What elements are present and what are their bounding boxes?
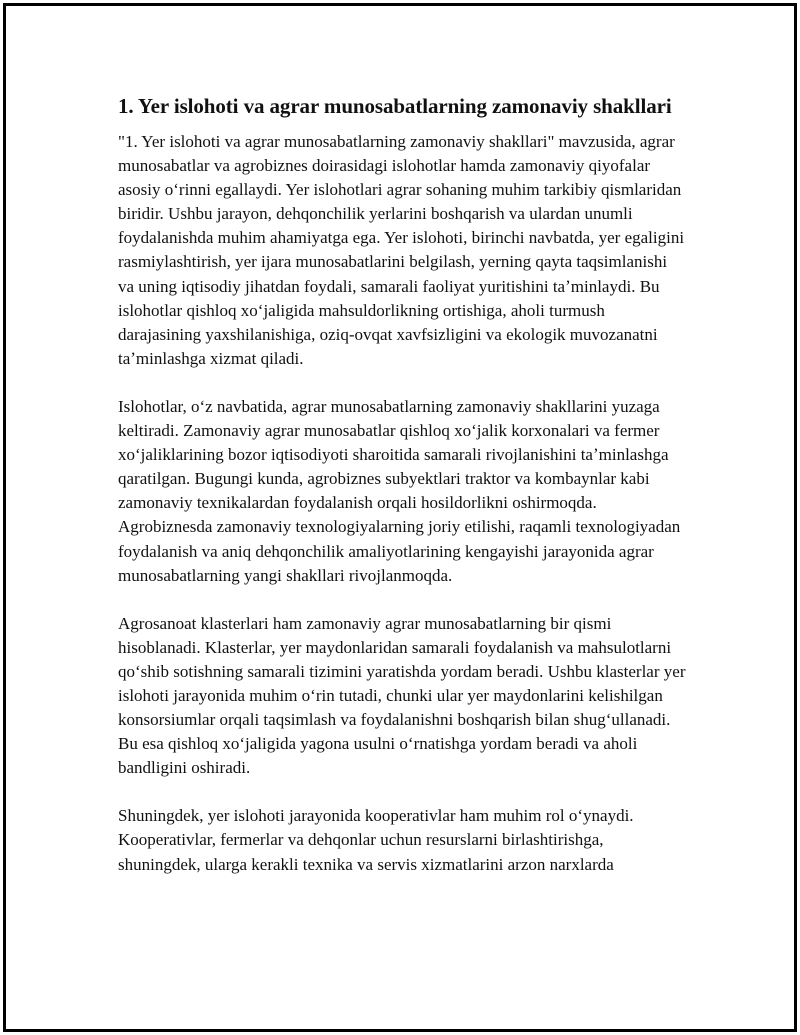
- document-title: 1. Yer islohoti va agrar munosabatlarning zamonaviy shakllari: [118, 94, 672, 118]
- paragraph-1: "1. Yer islohoti va agrar munosabatlarning zamonaviy shakllari" mavzusida, agrar munosabatlar va agrobiznes doirasidagi islohotlar hamda zamonaviy qiyofalar asosiy oʻrinni egallaydi. Yer islohotlari agrar sohaning muhim tarkibiy qismlaridan biridir. Ushbu jarayon, dehqonchilik yerlarini boshqarish va ulardan unumli foydalanishda muhim ahamiyatga ega. Yer islohoti, birinchi navbatda, yer egaligini rasmiylashtirish, yer ijara munosabatlarini belgilash, yerning qayta taqsimlanishi va uning iqtisodiy jihatdan foydali, samarali faoliyat yuritishini taʼminlaydi. Bu islohotlar qishloq xoʻjaligida mahsuldorlikning ortishiga, aholi turmush darajasining yaxshilanishiga, oziq-ovqat xavfsizligini va ekologik muvozanatni taʼminlashga xizmat qiladi.: [118, 132, 685, 368]
- paragraph-4: Shuningdek, yer islohoti jarayonida kooperativlar ham muhim rol oʻynaydi. Kooperativlar, fermerlar va dehqonlar uchun resurslarni birlashtirishga, shuningdek, ularga kerakli texnika va servis xizmatlarini arzon narxlarda: [118, 806, 634, 874]
- paragraph-3: Agrosanoat klasterlari ham zamonaviy agrar munosabatlarning bir qismi hisoblanadi. Klasterlar, yer maydonlaridan samarali foydalanish va mahsulotlarni qoʻshib sotishning samarali tizimini yaratishda yordam beradi. Ushbu klasterlar yer islohoti jarayonida muhim oʻrin tutadi, chunki ular yer maydonlarini kelishilgan konsorsiumlar orqali taqsimlash va foydalanishni boshqarish bilan shugʻullanadi. Bu esa qishloq xoʻjaligida yagona usulni oʻrnatishga yordam beradi va aholi bandligini oshiradi.: [118, 613, 686, 778]
- paragraph-2: Islohotlar, oʻz navbatida, agrar munosabatlarning zamonaviy shakllarini yuzaga keltiradi. Zamonaviy agrar munosabatlar qishloq xoʻjalik korxonalari va fermer xoʻjaliklarining bozor iqtisodiyoti sharoitida samarali rivojlanishini taʼminlashga qaratilgan. Bugungi kunda, agrobiznes subyektlari traktor va kombaynlar kabi zamonaviy texnikalardan foydalanish orqali hosildorlikni oshirmoqda. Agrobiznesda zamonaviy texnologiyalarning joriy etilishi, raqamli texnologiyadan foydalanish va aniq dehqonchilik amaliyotlarining kengayishi jarayonida agrar munosabatlarning yangi shakllari rivojlanmoqda.: [118, 396, 681, 585]
- document-body: [118, 92, 686, 901]
